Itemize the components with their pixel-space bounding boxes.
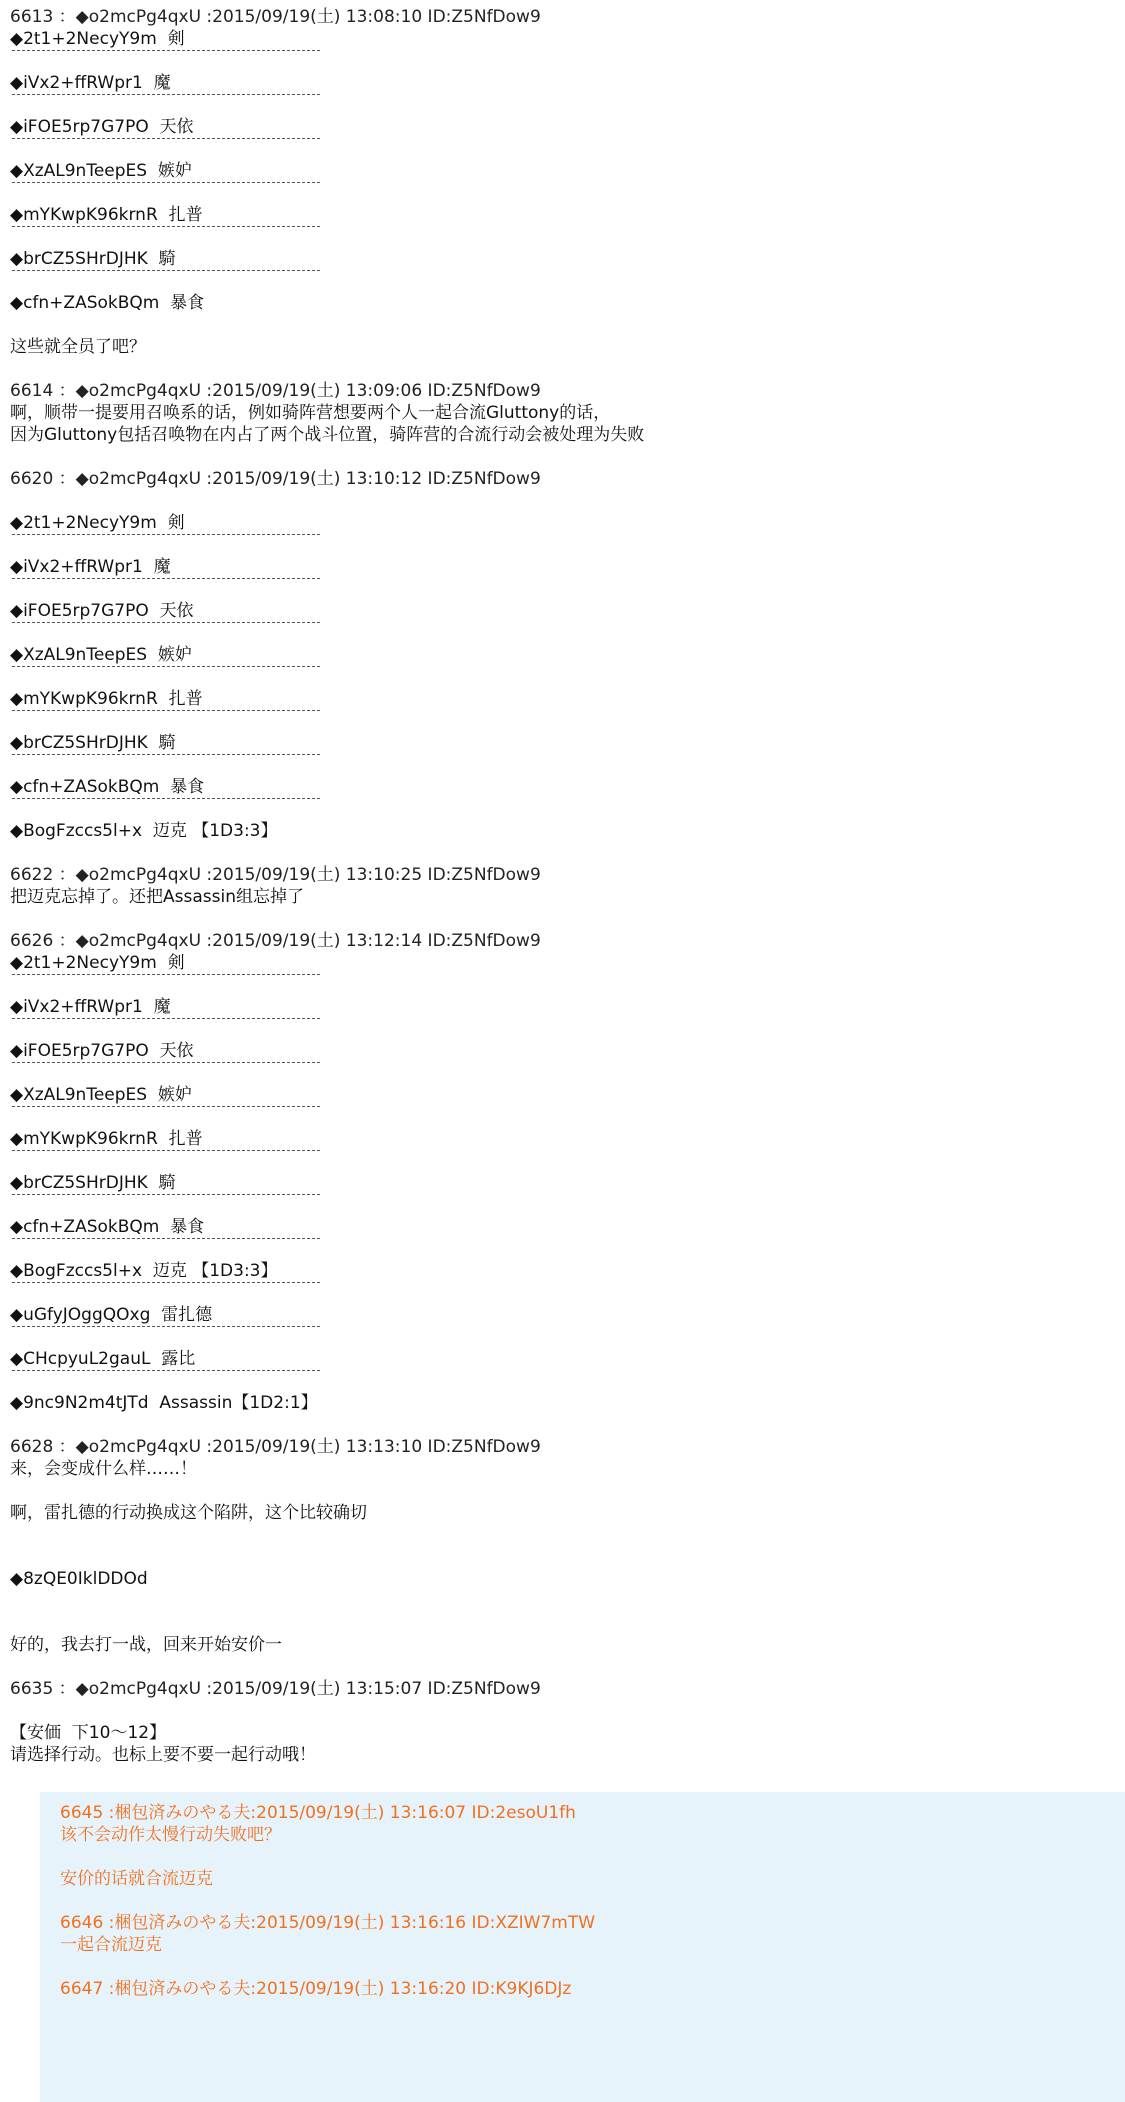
post-text: 来，会变成什么样……！ bbox=[10, 1459, 197, 1479]
post-text: ◆BogFzccs5l+x 迈克 【1D3:3】 bbox=[10, 1261, 278, 1281]
separator-line bbox=[10, 226, 1115, 248]
separator-line bbox=[10, 94, 1115, 116]
post bbox=[60, 1912, 1125, 1978]
post-text: 【安価 下10～12】 bbox=[10, 1723, 167, 1743]
post-text: ◆8zQE0IklDDOd bbox=[10, 1569, 148, 1589]
post-header: 6614 ：◆o2mcPg4qxU :2015/09/19(土) 13:09:06 ID:Z5NfDow9 bbox=[10, 381, 541, 401]
post bbox=[10, 864, 1115, 930]
post-text: ◆cfn+ZASokBQm 暴食 bbox=[10, 777, 205, 797]
post-text: ◆mYKwpK96krnR 扎普 bbox=[10, 1129, 203, 1149]
post-text: ◆mYKwpK96krnR 扎普 bbox=[10, 689, 203, 709]
post-text: ◆XzAL9nTeepES 嫉妒 bbox=[10, 1085, 192, 1105]
post-text: 把迈克忘掉了。还把Assassin组忘掉了 bbox=[10, 887, 304, 907]
separator-line bbox=[10, 1194, 1115, 1216]
post-header: 6613 ：◆o2mcPg4qxU :2015/09/19(土) 13:08:10 ID:Z5NfDow9 bbox=[10, 7, 541, 27]
post-text: ◆BogFzccs5l+x 迈克 【1D3:3】 bbox=[10, 821, 278, 841]
blank-line bbox=[10, 1590, 1115, 1612]
quoted-replies bbox=[40, 1792, 1125, 2102]
blank-line bbox=[10, 1480, 1115, 1502]
post-text: 一起合流迈克 bbox=[60, 1935, 162, 1955]
separator-line bbox=[10, 138, 1115, 160]
post-text: ◆iFOE5rp7G7PO 天依 bbox=[10, 1041, 194, 1061]
separator-line bbox=[10, 1062, 1115, 1084]
separator-line bbox=[10, 1326, 1115, 1348]
separator-line bbox=[10, 578, 1115, 600]
separator-line bbox=[10, 1238, 1115, 1260]
post-header: 6647 :梱包済みのやる夫:2015/09/19(土) 13:16:20 ID:K9KJ6DJz bbox=[60, 1979, 572, 1999]
post-header: 6626 ：◆o2mcPg4qxU :2015/09/19(土) 13:12:14 ID:Z5NfDow9 bbox=[10, 931, 541, 951]
post bbox=[10, 380, 1115, 468]
blank-line bbox=[10, 1546, 1115, 1568]
post-text: ◆iVx2+ffRWpr1 魔 bbox=[10, 997, 171, 1017]
post-text: ◆2t1+2NecyY9m 剣 bbox=[10, 953, 185, 973]
post-text: 啊，顺带一提要用召唤系的话，例如骑阵营想要两个人一起合流Gluttony的话， bbox=[10, 403, 611, 423]
post-text: ◆mYKwpK96krnR 扎普 bbox=[10, 205, 203, 225]
separator-line bbox=[10, 1018, 1115, 1040]
post-text: 这些就全员了吧？ bbox=[10, 337, 146, 357]
post-header: 6620 ：◆o2mcPg4qxU :2015/09/19(土) 13:10:12 ID:Z5NfDow9 bbox=[10, 469, 541, 489]
post-text: ◆iFOE5rp7G7PO 天依 bbox=[10, 601, 194, 621]
separator-line bbox=[10, 182, 1115, 204]
post-text: ◆cfn+ZASokBQm 暴食 bbox=[10, 1217, 205, 1237]
post-header: 6646 :梱包済みのやる夫:2015/09/19(土) 13:16:16 ID:XZIW7mTW bbox=[60, 1913, 596, 1933]
separator-line bbox=[10, 270, 1115, 292]
post-text: 请选择行动。也标上要不要一起行动哦！ bbox=[10, 1745, 316, 1765]
blank-line bbox=[10, 1612, 1115, 1634]
separator-line bbox=[10, 1282, 1115, 1304]
separator-line bbox=[10, 534, 1115, 556]
post-text: ◆XzAL9nTeepES 嫉妒 bbox=[10, 161, 192, 181]
separator-line bbox=[10, 974, 1115, 996]
post-text: ◆brCZ5SHrDJHK 騎 bbox=[10, 1173, 176, 1193]
post-text: 啊，雷扎德的行动换成这个陷阱，这个比较确切 bbox=[10, 1503, 367, 1523]
separator-line bbox=[10, 1370, 1115, 1392]
post bbox=[60, 1802, 1125, 1912]
post-text: ◆9nc9N2m4tJTd Assassin【1D2:1】 bbox=[10, 1393, 318, 1413]
blank-line bbox=[10, 490, 1115, 512]
post-header: 6635 ：◆o2mcPg4qxU :2015/09/19(土) 13:15:07 ID:Z5NfDow9 bbox=[10, 1679, 541, 1699]
post-text: 因为Gluttony包括召唤物在内占了两个战斗位置，骑阵营的合流行动会被处理为失败 bbox=[10, 425, 645, 445]
post-header: 6645 :梱包済みのやる夫:2015/09/19(土) 13:16:07 ID:2esoU1fh bbox=[60, 1803, 576, 1823]
post bbox=[10, 468, 1115, 864]
post-text: ◆iVx2+ffRWpr1 魔 bbox=[10, 557, 171, 577]
post-text: 安价的话就合流迈克 bbox=[60, 1869, 213, 1889]
blank-line bbox=[60, 1846, 1125, 1868]
post-header: 6628 ：◆o2mcPg4qxU :2015/09/19(土) 13:13:10 ID:Z5NfDow9 bbox=[10, 1437, 541, 1457]
post bbox=[10, 6, 1115, 380]
post-header: 6622 ：◆o2mcPg4qxU :2015/09/19(土) 13:10:25 ID:Z5NfDow9 bbox=[10, 865, 541, 885]
post bbox=[10, 1436, 1115, 1678]
post bbox=[60, 1978, 1125, 2000]
blank-line bbox=[10, 314, 1115, 336]
blank-line bbox=[10, 1700, 1115, 1722]
post-text: ◆brCZ5SHrDJHK 騎 bbox=[10, 249, 176, 269]
separator-line bbox=[10, 1150, 1115, 1172]
blank-line bbox=[10, 1524, 1115, 1546]
separator-line bbox=[10, 622, 1115, 644]
post-text: ◆uGfyJOggQOxg 雷扎德 bbox=[10, 1305, 213, 1325]
separator-line bbox=[10, 50, 1115, 72]
post-text: ◆2t1+2NecyY9m 剣 bbox=[10, 513, 185, 533]
post-text: 好的，我去打一战，回来开始安价一 bbox=[10, 1635, 282, 1655]
post bbox=[10, 930, 1115, 1436]
post-text: ◆iVx2+ffRWpr1 魔 bbox=[10, 73, 171, 93]
post-text: ◆XzAL9nTeepES 嫉妒 bbox=[10, 645, 192, 665]
post-text: ◆cfn+ZASokBQm 暴食 bbox=[10, 293, 205, 313]
post-text: ◆2t1+2NecyY9m 剣 bbox=[10, 29, 185, 49]
post-text: ◆brCZ5SHrDJHK 騎 bbox=[10, 733, 176, 753]
separator-line bbox=[10, 710, 1115, 732]
post-text: ◆iFOE5rp7G7PO 天依 bbox=[10, 117, 194, 137]
separator-line bbox=[10, 754, 1115, 776]
post-text: 该不会动作太慢行动失败吧？ bbox=[60, 1825, 281, 1845]
post-text: ◆CHcpyuL2gauL 露比 bbox=[10, 1349, 196, 1369]
separator-line bbox=[10, 666, 1115, 688]
post bbox=[10, 1678, 1115, 1766]
separator-line bbox=[10, 798, 1115, 820]
separator-line bbox=[10, 1106, 1115, 1128]
